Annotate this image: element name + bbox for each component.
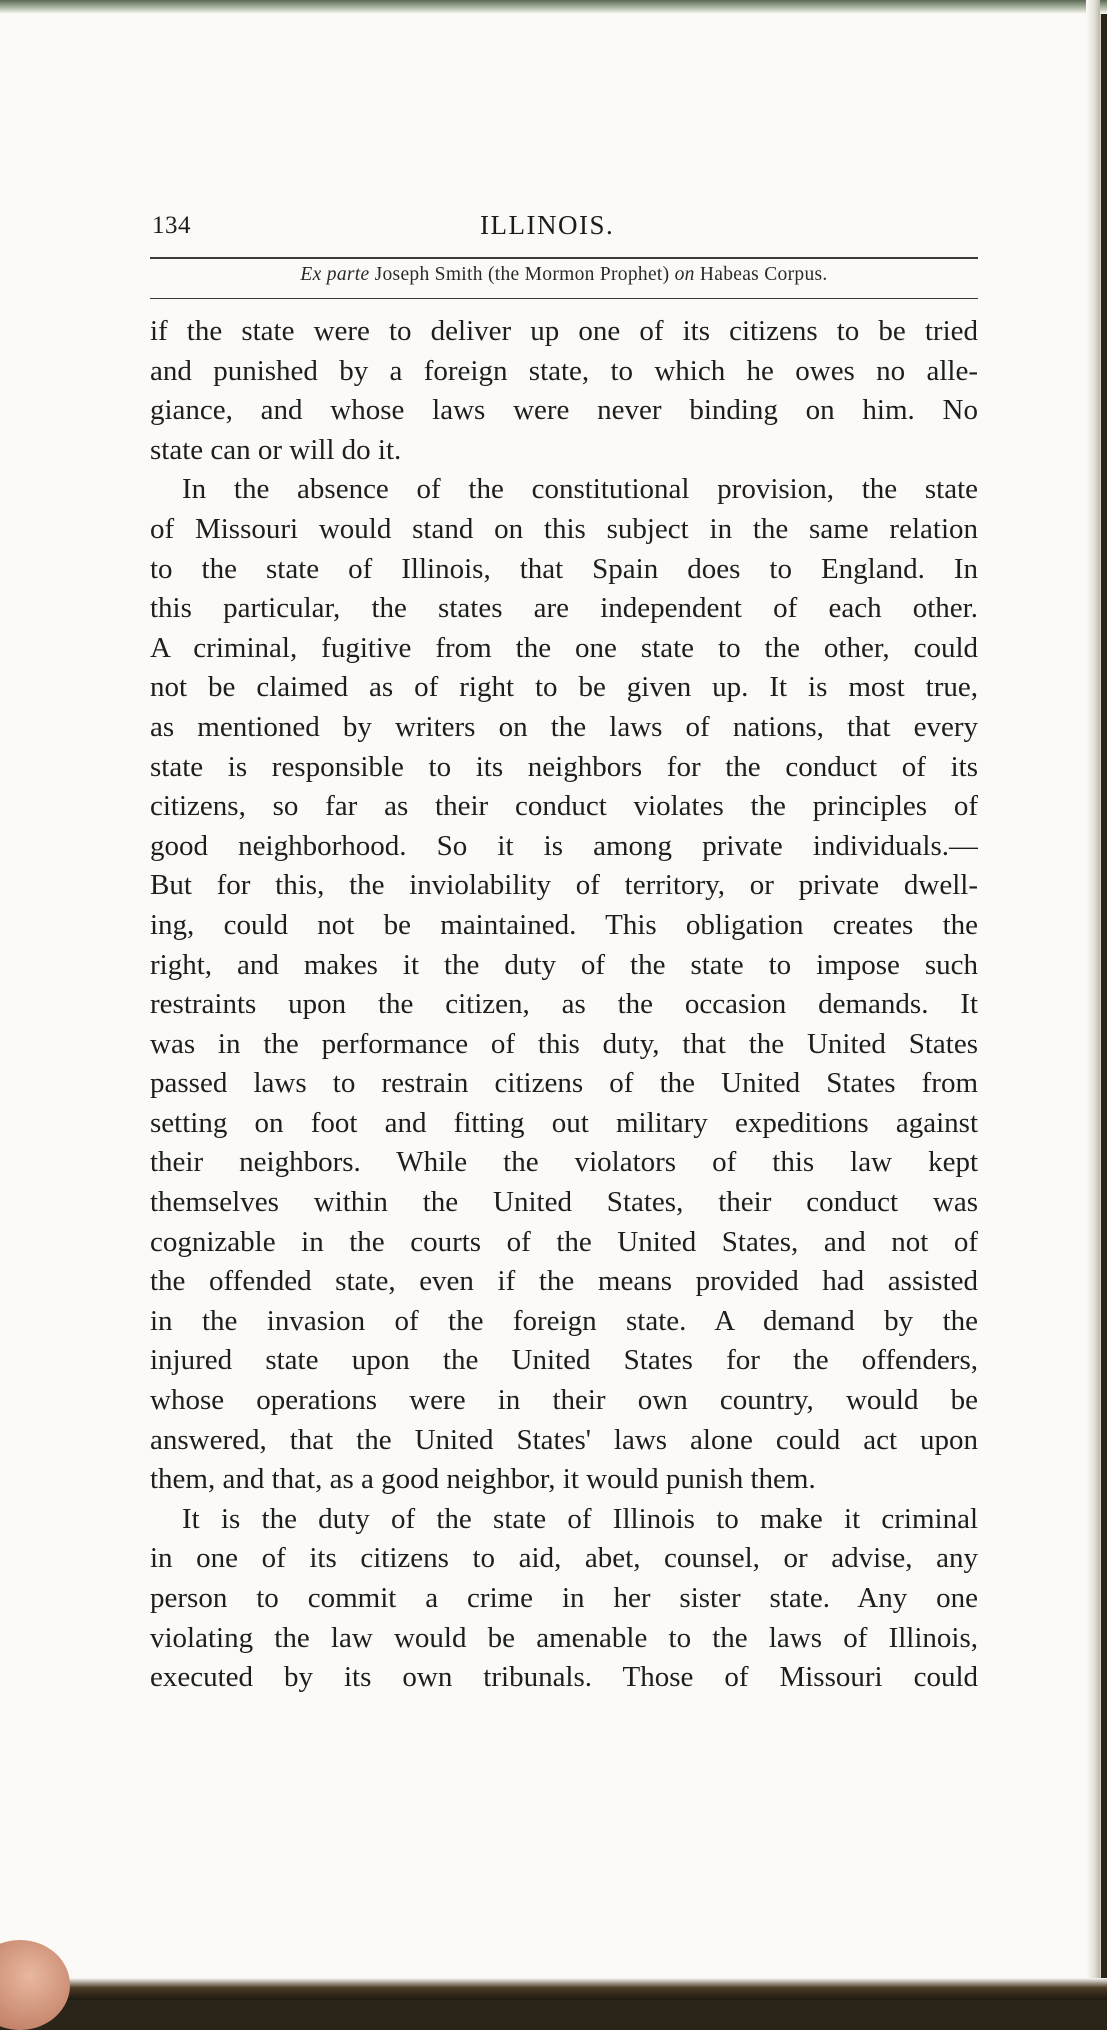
text-line: if the state were to deliver up one of its citizens to be tried <box>150 315 978 347</box>
text-line: of Missouri would stand on this subject in the same relation <box>150 512 978 545</box>
text-line: in one of its citizens to aid, abet, counsel, or advise, any <box>150 1542 978 1575</box>
text-line: as mentioned by writers on the laws of nations, that every <box>150 710 978 743</box>
page-bottom-edge <box>0 1978 1107 2000</box>
text-line: good neighborhood. So it is among private individuals.— <box>150 829 978 862</box>
text-line: injured state upon the United States for the offenders, <box>150 1344 978 1377</box>
page-number: 134 <box>152 212 191 239</box>
header-rule-bottom <box>150 298 978 299</box>
text-line: themselves within the United States, their conduct was <box>150 1186 978 1219</box>
page-right-edge <box>1086 0 1100 1990</box>
text-line: state can or will do it. <box>150 433 402 466</box>
text-line: restraints upon the citizen, as the occasion demands. It <box>150 988 978 1021</box>
text-line: ing, could not be maintained. This obligation creates the <box>150 908 978 941</box>
text-line: and punished by a foreign state, to which he owes no alle- <box>150 354 978 387</box>
text-line: not be claimed as of right to be given up. It is most true, <box>150 671 978 704</box>
text-line: their neighbors. While the violators of this law kept <box>150 1146 978 1179</box>
text-line: citizens, so far as their conduct violates the principles of <box>150 790 978 823</box>
text-line: passed laws to restrain citizens of the United States from <box>150 1067 978 1100</box>
text-line: violating the law would be amenable to the laws of Illinois, <box>150 1621 978 1654</box>
text-line: In the absence of the constitutional provision, the state <box>182 473 978 506</box>
text-line: But for this, the inviolability of territory, or private dwell- <box>150 869 978 902</box>
case-caption-name: Joseph Smith (the Mormon Prophet) <box>369 264 675 285</box>
text-line: whose operations were in their own country, would be <box>150 1384 978 1417</box>
text-line: the offended state, even if the means provided had assisted <box>150 1265 978 1298</box>
header-rule-top <box>150 257 978 259</box>
text-line: It is the duty of the state of Illinois to make it criminal <box>182 1502 978 1535</box>
text-line: was in the performance of this duty, that the United States <box>150 1027 978 1060</box>
case-caption-subject: Habeas Corpus. <box>694 264 828 285</box>
case-caption-on: on <box>674 264 695 285</box>
page-top-edge <box>0 0 1107 14</box>
text-line: A criminal, fugitive from the one state to the other, could <box>150 631 978 664</box>
body-text <box>150 312 978 1698</box>
text-line: state is responsible to its neighbors for the conduct of its <box>150 750 978 783</box>
text-line: them, and that, as a good neighbor, it would punish them. <box>150 1463 816 1496</box>
case-caption-ex-parte: Ex parte <box>300 264 370 285</box>
page-title: ILLINOIS. <box>480 210 615 240</box>
case-caption <box>150 264 978 286</box>
text-line: this particular, the states are independent of each other. <box>150 592 978 625</box>
text-line: giance, and whose laws were never binding on him. No <box>150 394 978 427</box>
text-line: answered, that the United States' laws alone could act upon <box>150 1423 978 1456</box>
text-line: executed by its own tribunals. Those of Missouri could <box>150 1661 978 1694</box>
text-line: to the state of Illinois, that Spain does to England. In <box>150 552 978 585</box>
text-line: person to commit a crime in her sister state. Any one <box>150 1582 978 1614</box>
running-head <box>150 208 980 248</box>
text-line: right, and makes it the duty of the state to impose such <box>150 948 978 981</box>
text-line: in the invasion of the foreign state. A demand by the <box>150 1304 978 1337</box>
text-line: setting on foot and fitting out military expeditions against <box>150 1106 978 1139</box>
text-line: cognizable in the courts of the United States, and not of <box>150 1225 978 1258</box>
